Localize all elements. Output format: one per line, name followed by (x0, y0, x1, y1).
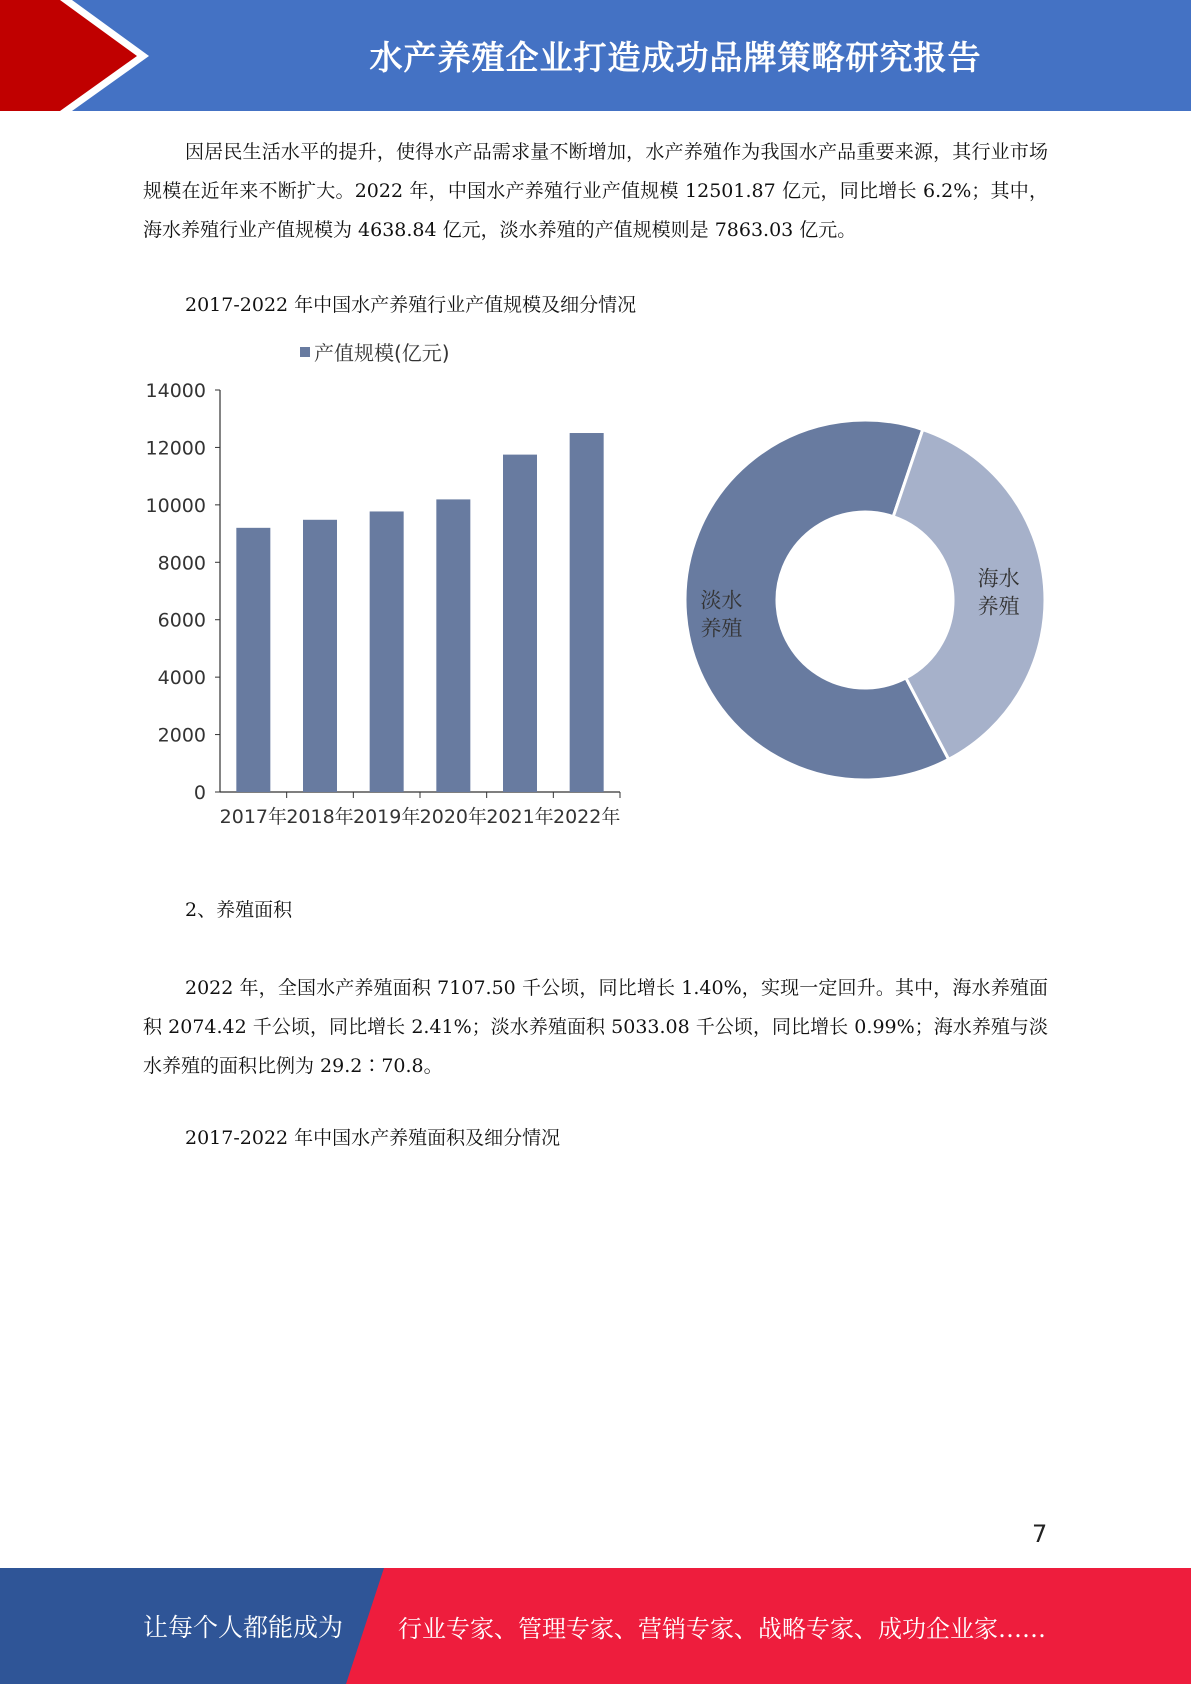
legend-swatch (300, 347, 310, 357)
y-tick-label: 2000 (157, 724, 206, 747)
bar (503, 455, 537, 792)
section-heading-area: 2、养殖面积 (185, 899, 293, 921)
x-category-label: 2022年 (552, 806, 621, 828)
header-arrow-decoration (0, 0, 160, 111)
donut-slice-label: 海水 (977, 566, 1020, 591)
legend-label: 产值规模(亿元) (314, 341, 450, 365)
bar (436, 499, 470, 792)
bar (303, 520, 337, 792)
y-tick-label: 6000 (157, 609, 206, 632)
document-title: 水产养殖企业打造成功品牌策略研究报告 (369, 38, 982, 77)
chart-caption-area: 2017-2022 年中国水产养殖面积及细分情况 (185, 1127, 561, 1149)
y-tick-label: 4000 (157, 667, 206, 690)
x-category-label: 2020年 (419, 806, 488, 828)
y-tick-label: 0 (193, 782, 206, 804)
x-category-label: 2019年 (352, 806, 421, 828)
chart-canvas (140, 335, 1050, 835)
donut-slice-label: 养殖 (700, 616, 743, 641)
arrow-shape (0, 0, 137, 111)
header-banner (0, 0, 1191, 111)
output-value-chart (140, 335, 1050, 835)
paragraph-output-value: 因居民生活水平的提升，使得水产品需求量不断增加，水产养殖作为我国水产品重要来源，其行业市场规模在近年来不断扩大。2022 年，中国水产养殖行业产值规模 12501.87 亿元，同比增长 6.2%；其中，海水养殖行业产值规模为 4638.84 亿元，淡水养殖的产值规模则是 7863.03 亿元。 (143, 141, 1048, 241)
paragraph-area: 2022 年，全国水产养殖面积 7107.50 千公顷，同比增长 1.40%，实现一定回升。其中，海水养殖面积 2074.42 千公顷，同比增长 2.41%；淡水养殖面积 5033.08 千公顷，同比增长 0.99%；海水养殖与淡水养殖的面积比例为 29.2∶70.8。 (143, 977, 1048, 1077)
footer-banner (0, 1568, 1191, 1684)
y-tick-label: 8000 (157, 552, 206, 575)
bar (236, 528, 270, 792)
page-number: 7 (1032, 1520, 1048, 1548)
donut-slice-label: 淡水 (700, 588, 743, 613)
x-category-label: 2018年 (286, 806, 354, 828)
footer-slogan-left: 让每个人都能成为 (143, 1613, 344, 1642)
y-tick-label: 12000 (145, 437, 206, 460)
x-category-label: 2021年 (486, 806, 554, 828)
y-tick-label: 10000 (145, 494, 206, 517)
footer-slogan-right: 行业专家、管理专家、营销专家、战略专家、成功企业家…… (398, 1614, 1046, 1643)
x-category-label: 2017年 (219, 806, 288, 828)
donut-slice-label: 养殖 (977, 594, 1020, 619)
bar (370, 511, 404, 792)
chart-caption-output: 2017-2022 年中国水产养殖行业产值规模及细分情况 (185, 294, 637, 316)
y-tick-label: 14000 (145, 380, 206, 402)
bar (570, 433, 604, 792)
